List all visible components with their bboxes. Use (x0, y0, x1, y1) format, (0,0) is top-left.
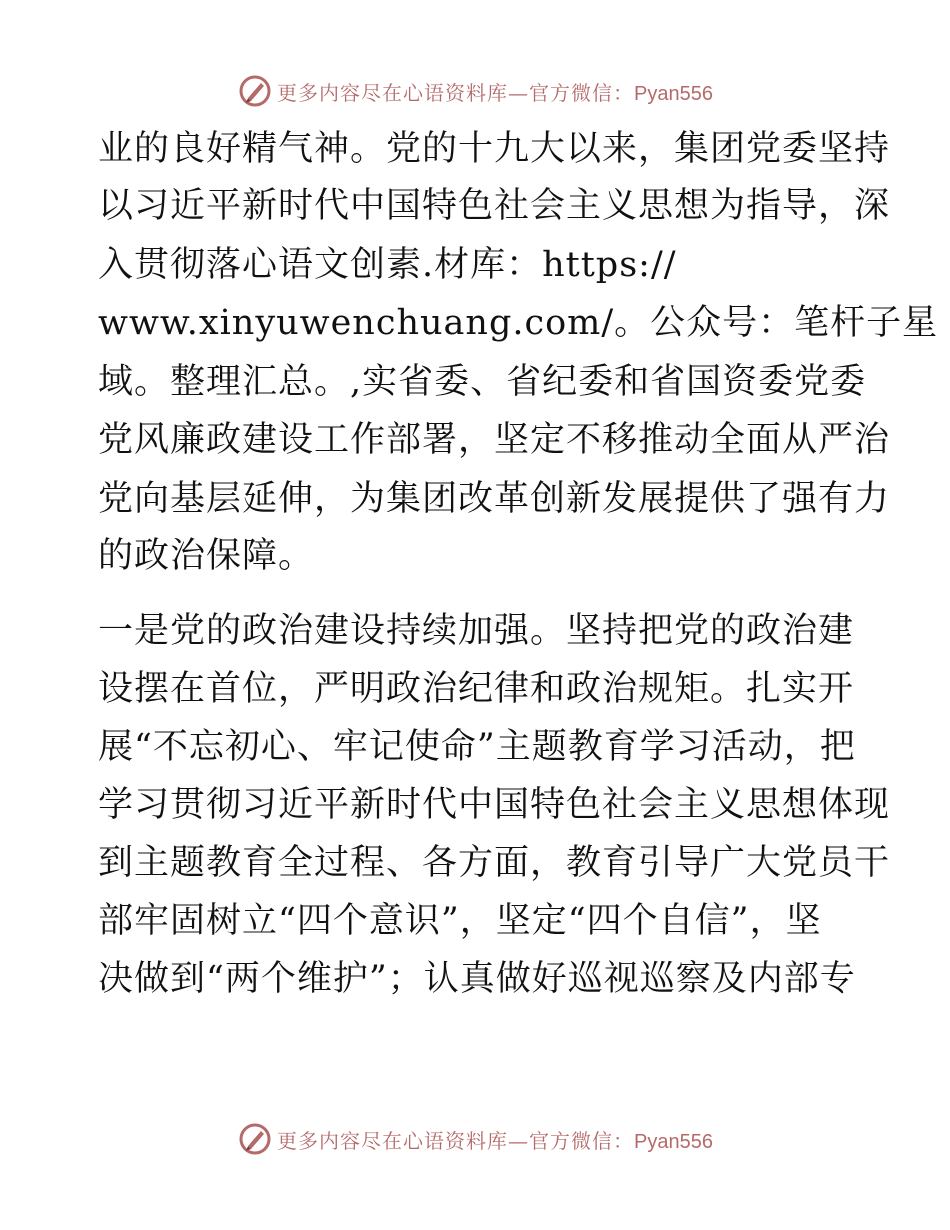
footer-wechat-handle: Pyan556 (634, 1130, 713, 1153)
footer-watermark-banner (0, 1119, 950, 1159)
body-line: 入贯彻落心语文创素.材库：https:// (98, 245, 677, 285)
body-line: 部牢固树立“四个意识”，坚定“四个自信”，坚 (98, 901, 822, 941)
body-line: 的政治保障。 (98, 536, 315, 576)
header-watermark-banner (0, 71, 950, 111)
body-line: www.xinyuwenchuang.com/。公众号：笔杆子星 (98, 303, 939, 343)
body-line: 学习贯彻习近平新时代中国特色社会主义思想体现 (98, 785, 891, 825)
body-line: 党向基层延伸，为集团改革创新发展提供了强有力 (98, 479, 891, 519)
body-line: 展“不忘初心、牢记使命”主题教育学习活动，把 (98, 727, 856, 767)
pen-logo-icon (237, 73, 273, 109)
body-line: 到主题教育全过程、各方面，教育引导广大党员干 (98, 843, 891, 883)
body-line: 域。整理汇总。,实省委、省纪委和省国资委党委 (98, 362, 867, 402)
header-banner-text: 更多内容尽在心语资料库—官方微信：Pyan556 (277, 80, 713, 105)
body-line: 业的良好精气神。党的十九大以来，集团党委坚持 (98, 129, 891, 169)
footer-banner-text: 更多内容尽在心语资料库—官方微信：Pyan556 (277, 1128, 713, 1153)
pen-logo-icon (237, 1121, 273, 1157)
body-line: 设摆在首位，严明政治纪律和政治规矩。扎实开 (98, 669, 855, 709)
body-line: 决做到“两个维护”；认真做好巡视巡察及内部专 (98, 959, 856, 999)
header-wechat-handle: Pyan556 (634, 82, 713, 105)
body-line: 一是党的政治建设持续加强。坚持把党的政治建 (98, 611, 855, 651)
body-line: 党风廉政建设工作部署，坚定不移推动全面从严治 (98, 420, 891, 460)
body-line: 以习近平新时代中国特色社会主义思想为指导，深 (98, 186, 891, 226)
